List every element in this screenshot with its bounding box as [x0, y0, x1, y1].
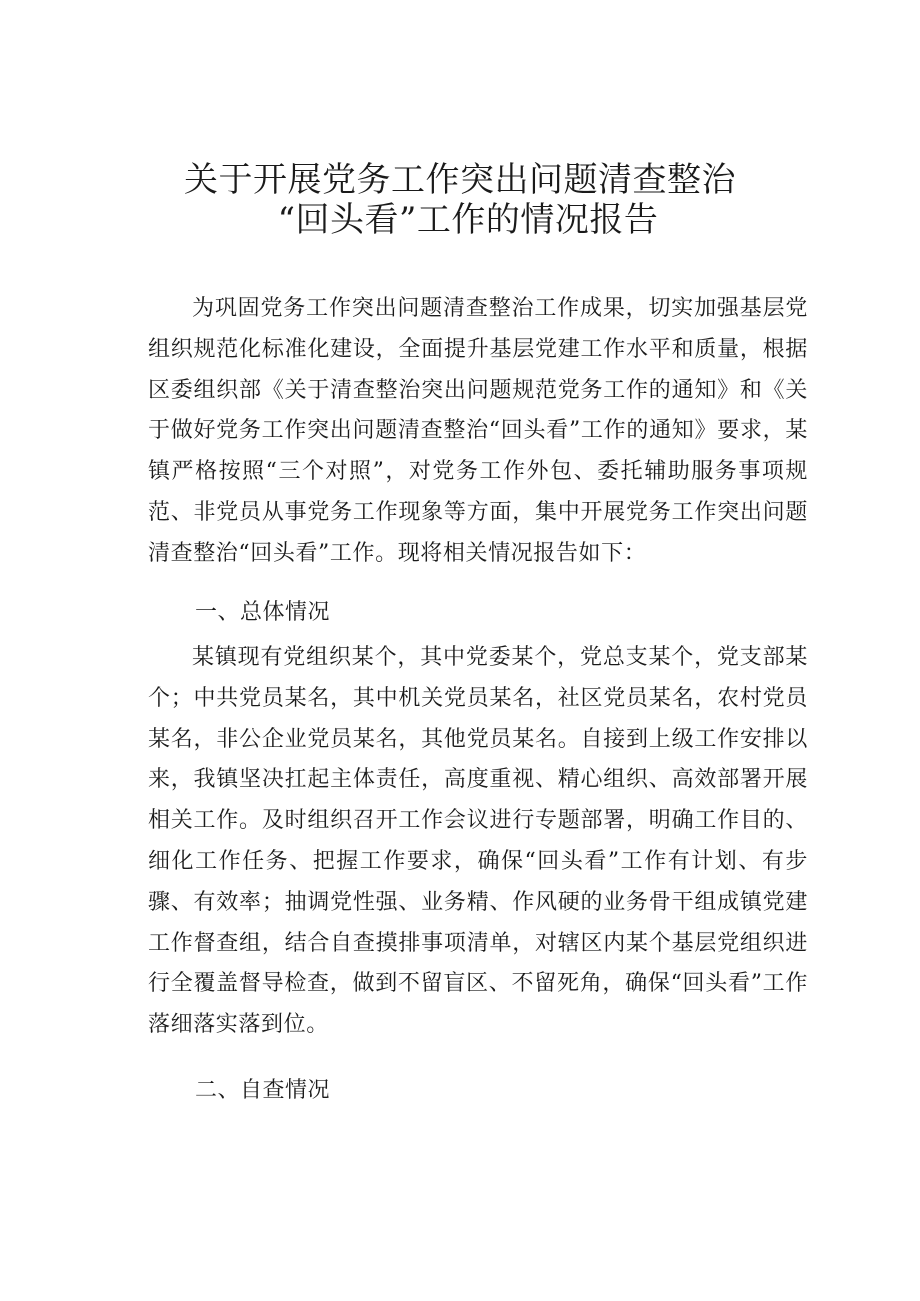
intro-paragraph: 为巩固党务工作突出问题清查整治工作成果，切实加强基层党组织规范化标准化建设，全面提升基层党建工作水平和质量，根据区委组织部《关于清查整治突出问题规范党务工作的通知》和《关于做好党务工作突出问题清查整治“回头看”工作的通知》要求，某镇严格按照“三个对照”，对党务工作外包、委托辅助服务事项规范、非党员从事党务工作现象等方面，集中开展党务工作突出问题清查整治“回头看”工作。现将相关情况报告如下：	[148, 296, 808, 566]
section-heading-overview: 一、总体情况	[195, 600, 331, 625]
section-heading-self-inspection: 二、自查情况	[195, 1078, 331, 1103]
report-title-line-1: 关于开展党务工作突出问题清查整治	[184, 160, 736, 200]
overview-paragraph: 某镇现有党组织某个，其中党委某个，党总支某个，党支部某个；中共党员某名，其中机关党员某名，社区党员某名，农村党员某名，非公企业党员某名，其他党员某名。自接到上级工作安排以来，我镇坚决扛起主体责任，高度重视、精心组织、高效部署开展相关工作。及时组织召开工作会议进行专题部署，明确工作目的、细化工作任务、把握工作要求，确保“回头看”工作有计划、有步骤、有效率；抽调党性强、业务精、作风硬的业务骨干组成镇党建工作督查组，结合自查摸排事项清单，对辖区内某个基层党组织进行全覆盖督导检查，做到不留盲区、不留死角，确保“回头看”工作落细落实落到位。	[148, 645, 808, 1038]
report-title-line-2: “回头看”工作的情况报告	[277, 200, 659, 240]
